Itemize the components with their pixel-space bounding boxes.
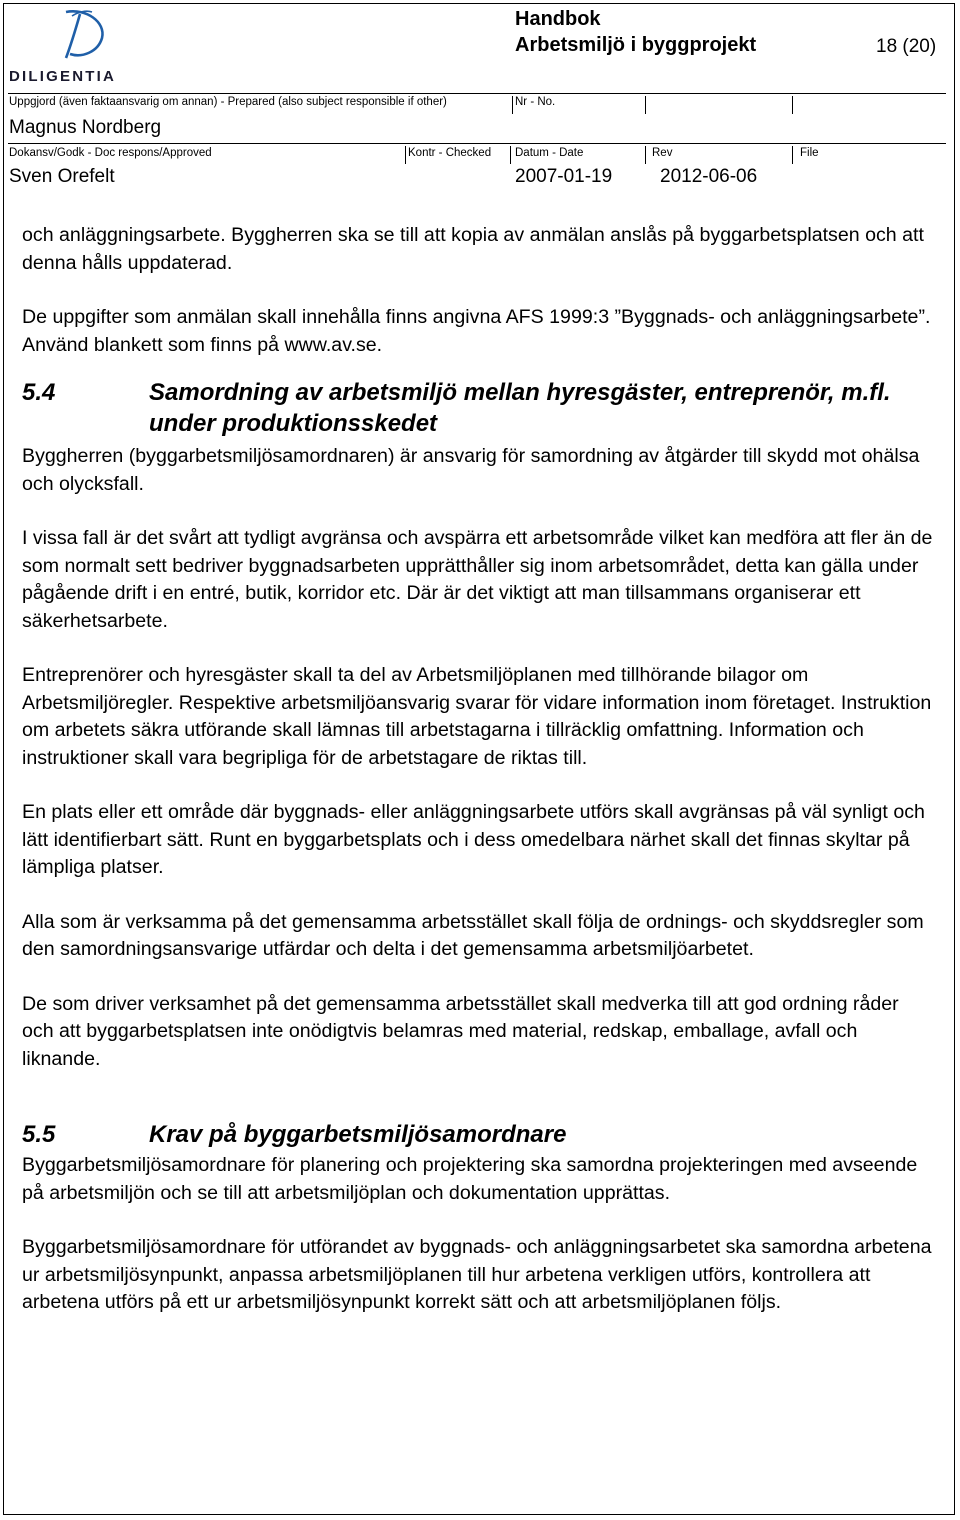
logo-wordmark: DILIGENTIA: [9, 68, 116, 85]
paragraph: och anläggningsarbete. Byggherren ska se till att kopia av anmälan anslås på byggarbetsplatsen och att denna hålls uppdaterad.: [22, 224, 924, 274]
paragraph: Byggarbetsmiljösamordnare för utförandet av byggnads- och anläggningsarbetet ska samordna arbetena ur arbetsmiljösynpunkt, anpassa arbetsmiljöplanen till hur arbetena verkligen utförs, kontrollera att arbetena utförs på ett ur arbetsmiljösynpunkt korrekt sätt och att arbetsmiljöplanen följs.: [22, 1236, 932, 1313]
file-label: File: [800, 147, 819, 159]
date-label: Datum - Date: [515, 147, 584, 159]
prepared-by: Magnus Nordberg: [9, 117, 162, 138]
header-divider: [8, 93, 946, 94]
header-divider: [8, 143, 946, 144]
checked-label: Kontr - Checked: [408, 147, 492, 159]
section-heading-5-5: [22, 1119, 934, 1150]
section-number: 5.5: [22, 1121, 56, 1148]
date-value: 2007-01-19: [515, 166, 613, 187]
section-heading-5-4: [22, 377, 934, 439]
approved-label: Dokansv/Godk - Doc respons/Approved: [9, 147, 212, 159]
paragraph: Byggherren (byggarbetsmiljösamordnaren) är ansvarig för samordning av åtgärder till skydd mot ohälsa och olycksfall.: [22, 445, 920, 495]
prepared-label: Uppgjord (även faktaansvarig om annan) - Prepared (also subject responsible if other): [9, 96, 447, 108]
document-body: [22, 222, 934, 1317]
page-indicator: 18 (20): [876, 36, 937, 57]
doc-type: Handbok: [515, 8, 601, 30]
doc-title: Arbetsmiljö i byggprojekt: [515, 34, 757, 56]
rev-value: 2012-06-06: [660, 166, 758, 187]
paragraph: Entreprenörer och hyresgäster skall ta del av Arbetsmiljöplanen med tillhörande bilagor om Arbetsmiljöregler. Respektive arbetsmiljöansvarig svarar för vidare information inom företaget. Instruktion om arbetets säkra utförande skall lämnas till arbetstagarna i tillräcklig omfattning. Information och instruktioner skall vara begripliga för de arbetstagare de riktas till.: [22, 664, 932, 769]
approved-by: Sven Orefelt: [9, 166, 115, 187]
section-number: 5.4: [22, 379, 56, 406]
paragraph: Alla som är verksamma på det gemensamma arbetsstället skall följa de ordnings- och skyddsregler som den samordningsansvarige utfärdar och delta i det gemensamma arbetsmiljöarbetet.: [22, 910, 924, 960]
paragraph: I vissa fall är det svårt att tydligt avgränsa och avspärra ett arbetsområde vilket kan medföra att fler än de som normalt sett bedriver byggnadsarbeten upprätthåller sig inom arbetsområdet, detta kan gälla under pågående drift i en entré, butik, korridor etc. Där är det viktigt att man tillsammans organiserar ett säkerhetsarbete.: [22, 527, 933, 632]
section-title: Krav på byggarbetsmiljösamordnare: [149, 1121, 567, 1148]
rev-label: Rev: [652, 147, 673, 159]
checked-divider: [405, 146, 406, 164]
paragraph: En plats eller ett område där byggnads- eller anläggningsarbete utförs skall avgränsas på väl synligt och lätt identifierbart sätt. Runt en byggarbetsplats och i dess omedelbara närhet skall det finnas skyltar på lämpliga platser.: [22, 801, 925, 878]
nr-divider: [512, 96, 513, 114]
nr-label: Nr - No.: [515, 96, 556, 108]
paragraph: Byggarbetsmiljösamordnare för planering och projektering ska samordna projekteringen med avseende på arbetsmiljön och se till att arbetsmiljöplan och dokumentation upprättas.: [22, 1154, 918, 1204]
rev-divider: [645, 146, 646, 164]
date-divider: [510, 146, 511, 164]
paragraph: De som driver verksamhet på det gemensamma arbetsstället skall medverka till att god ordning råder och att byggarbetsplatsen inte onödigtvis belamras med material, redskap, emballage, avfall och liknande.: [22, 992, 899, 1070]
section-title: Samordning av arbetsmiljö mellan hyresgäster, entreprenör, m.fl. under produktionsskedet: [149, 379, 891, 437]
diligentia-logo-icon: [26, 4, 134, 66]
nr-divider-3: [792, 96, 793, 114]
paragraph: De uppgifter som anmälan skall innehålla finns angivna AFS 1999:3 ”Byggnads- och anläggningsarbete”. Använd blankett som finns på www.av.se.: [22, 306, 931, 356]
file-divider: [792, 146, 793, 164]
nr-divider-2: [645, 96, 646, 114]
